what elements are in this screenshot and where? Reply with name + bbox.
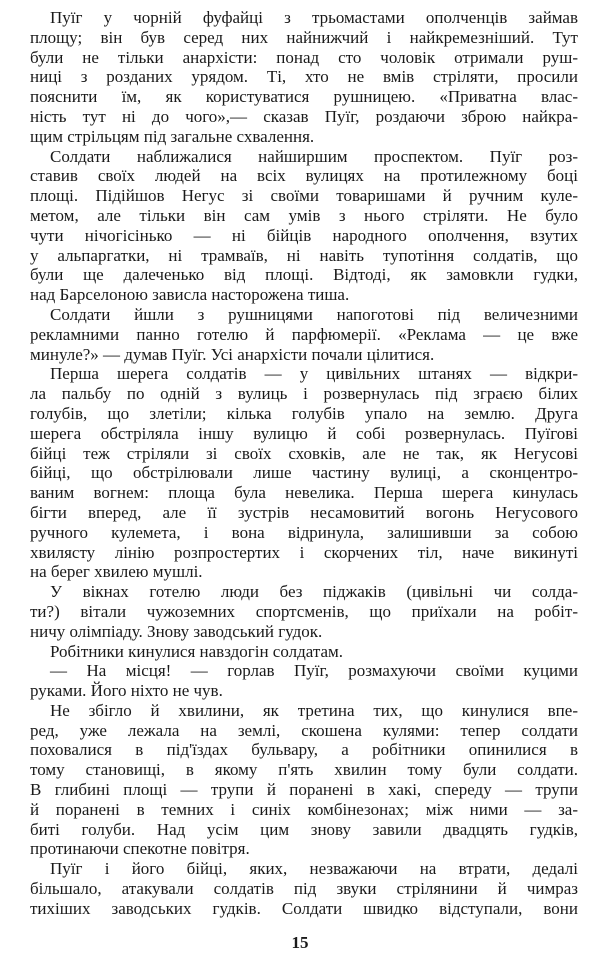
- text-line: минуле?» — думав Пуїг. Усі анархісти почали цілитися.: [30, 344, 435, 364]
- paragraph: [30, 701, 578, 859]
- paragraph: [30, 364, 578, 582]
- text-line: бійці теж стріляли зі своїх сховків, але не так, як Негусові: [30, 443, 578, 463]
- text-line: — На місця! — горлав Пуїг, розмахуючи своїми куцими: [50, 661, 578, 681]
- text-line: поховалися в під'їздах бульвару, а робітники опинилися в: [30, 740, 578, 760]
- paragraph: [30, 661, 578, 701]
- text-line: ваним вогнем: площа була невелика. Перша шерега кинулась: [30, 483, 578, 503]
- text-line: більшало, атакували солдатів під звуки стрілянини й чимраз: [30, 879, 578, 899]
- text-line: у альпаргатки, ні трамваїв, ні навіть тупотіння солдатів, що: [30, 245, 578, 265]
- paragraph: [30, 8, 578, 147]
- text-line: Не збігло й хвилини, як третина тих, що кинулися впе-: [50, 700, 578, 720]
- paragraph: [30, 859, 578, 918]
- text-line: тихіших заводських гудків. Солдати швидко відступали, вони: [30, 898, 578, 918]
- paragraph: [30, 147, 578, 305]
- text-line: й поранені в темних і синіх комбінезонах; між ними — за-: [30, 799, 578, 819]
- text-line: бігти вперед, але її зустрів несамовитий вогонь Негусового: [30, 502, 578, 522]
- text-line: щим стрільцям під загальне схвалення.: [30, 126, 315, 146]
- text-line: на берег хвилею мушлі.: [30, 562, 203, 582]
- book-page-text: [30, 8, 578, 919]
- text-line: ла пальбу по одній з вулиць і розвернулась під зграєю білих: [30, 384, 578, 404]
- text-line: В глибині площі — трупи й поранені в хакі, спереду — трупи: [30, 780, 578, 800]
- text-line: шерега обстріляла іншу вулицю й собі розвернулась. Пуїгові: [30, 423, 578, 443]
- text-line: площу; він був серед них найнижчий і найкремезніший. Тут: [30, 27, 578, 47]
- text-line: рекламними панно готелю й парфюмерії. «Реклама — це вже: [30, 324, 578, 344]
- text-line: Перша шерега солдатів — у цивільних штанях — відкри-: [50, 364, 578, 384]
- text-line: Солдати йшли з рушницями напоготові під величезними: [50, 304, 578, 324]
- paragraph: [30, 642, 578, 662]
- text-line: бійці, що обстрілювали лише частину вулиці, а сконцентро-: [30, 463, 578, 483]
- text-line: були не тільки анархісти: понад сто чоловік отримали руш-: [30, 47, 578, 67]
- paragraph: [30, 582, 578, 641]
- paragraph: [30, 305, 578, 364]
- text-line: площі. Підійшов Негус зі своїми товаришами й ручним куле-: [30, 186, 578, 206]
- text-line: ниці з розданих урядом. Ті, хто не вмів стріляти, просили: [30, 67, 578, 87]
- text-line: тому становищі, в якому п'ять хвилин тому були солдати.: [30, 760, 578, 780]
- text-line: Робітники кинулися навздогін солдатам.: [50, 641, 344, 661]
- text-line: над Барселоною зависла насторожена тиша.: [30, 285, 350, 305]
- text-line: ручного кулемета, і вона відринула, залишивши за собою: [30, 522, 578, 542]
- text-line: ред, уже лежала на землі, скошена кулями: тепер солдати: [30, 720, 578, 740]
- text-line: Пуїг у чорній фуфайці з трьомастами ополченців займав: [50, 8, 578, 27]
- text-line: Пуїг і його бійці, яких, незважаючи на втрати, дедалі: [50, 859, 578, 879]
- page-number: 15: [291, 933, 309, 952]
- text-line: биті голуби. Над усім цим знову завили двадцять гудків,: [30, 819, 578, 839]
- text-line: руками. Його ніхто не чув.: [30, 681, 223, 701]
- text-line: хвилясту лінію розпростертих і скорчених тіл, наче викинуті: [30, 542, 578, 562]
- text-line: ставив своїх людей на всіх вулицях на протилежному боці: [30, 166, 578, 186]
- text-line: ти?) вітали чужоземних спортсменів, що приїхали на робіт-: [30, 601, 578, 621]
- text-line: Солдати наближалися найширшим проспектом. Пуїг роз-: [50, 146, 578, 166]
- text-line: метом, але тільки він сам умів з нього стріляти. Не було: [30, 205, 578, 225]
- text-line: ність тут ні до чого»,— сказав Пуїг, роздаючи зброю найкра-: [30, 106, 578, 126]
- text-line: У вікнах готелю люди без піджаків (цивільні чи солда-: [50, 582, 578, 602]
- text-line: протинаючи спекотне повітря.: [30, 839, 250, 859]
- text-line: голубів, що злетіли; кілька голубів упало на землю. Друга: [30, 403, 578, 423]
- text-line: були ще далеченько від площі. Відтоді, як замовкли гудки,: [30, 265, 578, 285]
- text-line: пояснити їм, як користуватися рушницею. «Приватна влас-: [30, 87, 578, 107]
- text-line: ничу олімпіаду. Знову заводський гудок.: [30, 621, 323, 641]
- text-line: чути нічогісінько — ні бійців народного ополчення, взутих: [30, 225, 578, 245]
